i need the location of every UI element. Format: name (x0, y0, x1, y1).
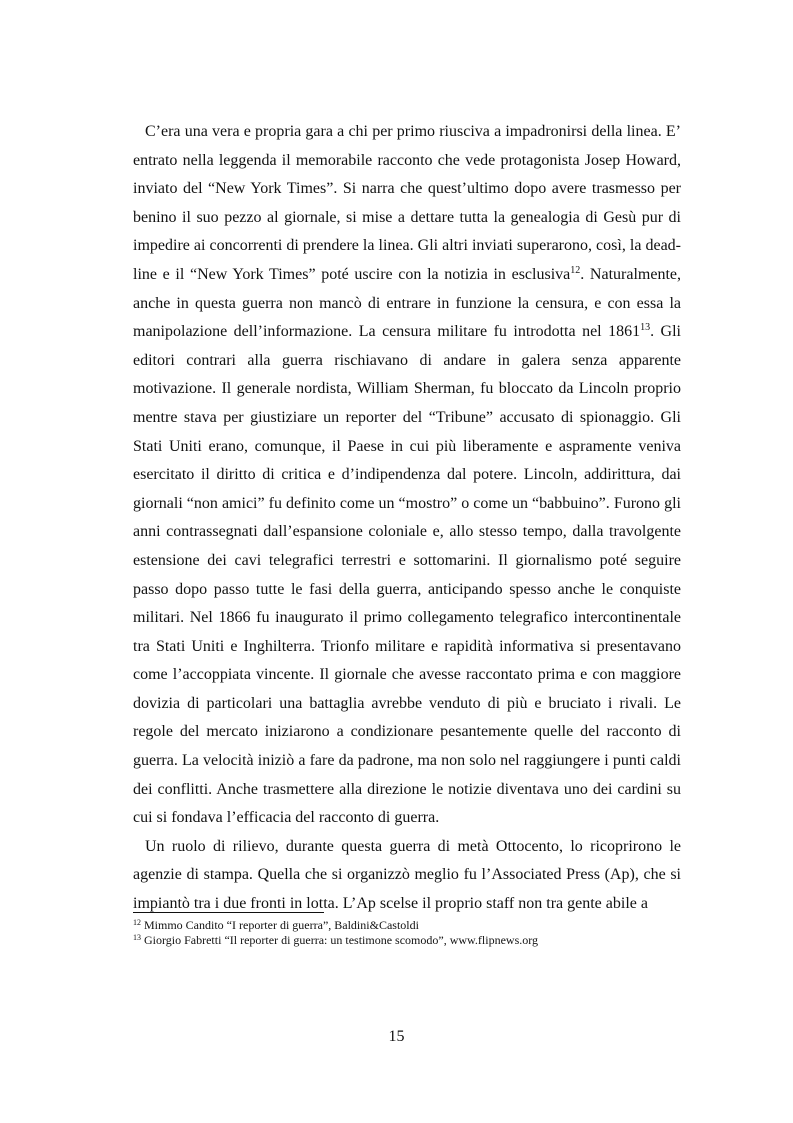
footnote-text: Mimmo Candito “I reporter di guerra”, Baldini&Castoldi (144, 918, 419, 932)
paragraph-text: Un ruolo di rilievo, durante questa guerra di metà Ottocento, lo ricoprirono le agenzie di stampa. Quella che si organizzò meglio fu l’Associated Press (Ap), che si impiantò tra i due fronti in lotta. L’Ap scelse il proprio staff non tra gente abile a (133, 837, 681, 913)
paragraph-text: C’era una vera e propria gara a chi per primo riusciva a impadronirsi della linea. E’ entrato nella leggenda il memorabile racconto che vede protagonista Josep Howard, inviato del “New York Times”. Si narra che quest’ultimo dopo avere trasmesso per benino il suo pezzo al giornale, si mise a dettare tutta la genealogia di Gesù pur di impedire ai concorrenti di prendere la linea. Gli altri inviati superarono, così, la dead-line e il “New York Times” poté uscire con la notizia in esclusiva (133, 123, 681, 283)
paragraph-text: . Naturalmente, anche in questa guerra non mancò di entrare in funzione la censura, e con essa la manipolazione dell’informazione. La censura militare fu introdotta nel 1861 (133, 265, 681, 341)
footnote-number: 12 (133, 918, 141, 927)
paragraph-text: . Gli editori contrari alla guerra rischiavano di andare in galera senza apparente motivazione. Il generale nordista, William Sherman, fu bloccato da Lincoln proprio mentre stava per giustiziare un reporter del “Tribune” accusato di spionaggio. Gli Stati Uniti erano, comunque, il Paese in cui più liberamente e aspramente veniva esercitato il diritto di critica e d’indipendenza dal potere. Lincoln, addirittura, dai giornali “non amici” fu definito come un “mostro” o come un “babbuino”. Furono gli anni contrassegnati dall’espansione coloniale e, allo stesso tempo, dalla travolgente estensione dei cavi telegrafici terrestri e sottomarini. Il giornalismo poté seguire passo dopo passo tutte le fasi della guerra, anticipando spesso anche le conquiste militari. Nel 1866 fu inaugurato il primo collegamento telegrafico intercontinentale tra Stati Uniti e Inghilterra. Trionfo militare e rapidità informativa si presentavano come l’accoppiata vincente. Il giornale che avesse raccontato prima e con maggiore dovizia di particolari una battaglia avrebbe venduto di più e bruciato i rivali. Le regole del mercato iniziarono a condizionare pesantemente quelle del racconto di guerra. La velocità iniziò a fare da padrone, ma non solo nel raggiungere i punti caldi dei conflitti. Anche trasmettere alla direzione le notizie diventava uno dei cardini su cui si fondava l’efficacia del racconto di guerra. (133, 323, 681, 827)
footnote (133, 933, 693, 948)
footnote-reference: 12 (570, 264, 581, 276)
footnote-reference: 13 (640, 322, 651, 334)
paragraph (133, 118, 681, 833)
footnote-number: 13 (133, 933, 141, 942)
paragraph (133, 833, 681, 919)
body-text (133, 118, 681, 919)
footnote-text: Giorgio Fabretti “Il reporter di guerra: un testimone scomodo”, www.flipnews.org (144, 933, 539, 947)
page-number: 15 (388, 1028, 405, 1045)
footnotes (133, 918, 693, 948)
footnote (133, 918, 693, 933)
footnote-separator (133, 912, 324, 913)
